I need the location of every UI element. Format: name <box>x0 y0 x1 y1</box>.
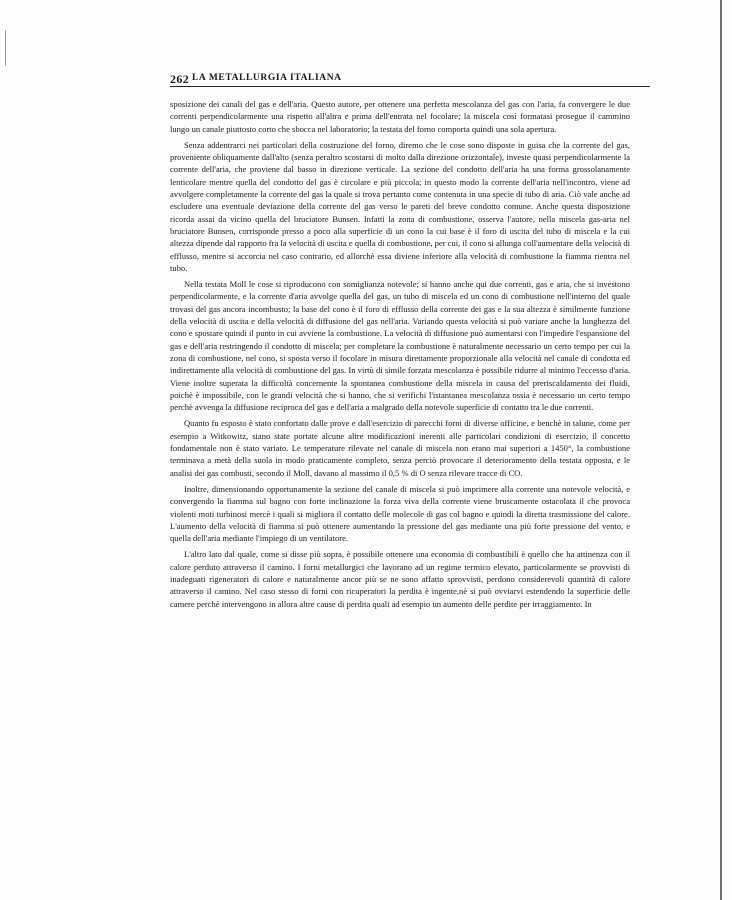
paragraph: L'altro lato dal quale, come si disse più sopra, è possibile ottenere una economia di combustibili è quello che ha attinenza con il calore perduto attraverso il camino. I forni metallurgici che lavorano ad un regime termico elevato, particolarmente se provvisti di inadeguati rigeneratori di calore e naturalmente ancor più se ne sono affatto sprovvisti, perdono considerevoli quantità di calore attraverso il camino. Nel caso stesso di forni con ricuperatori la perdita è ingente,nè si può ovviarvi estendendo la superficie delle camere perchè intervengono in allora altre cause di perdita quali ad esempio un aumento delle perdite per irraggiamento. In <box>170 549 630 609</box>
paragraph: Nella testata Moll le cose si riproducono con somiglianza notevole; si hanno anche qui due correnti, gas e aria, che si investono perpendicolarmente, e la corrente d'aria avvolge quella del gas, un tubo di miscela ed un cono di combustione nell'interno del quale trovasi del gas ancora incombusto; la base del cono è il foro di efflusso della corrente dei gas e la sua altezza è similmente funzione della velocità di uscita e della velocità di diffusione del gas nell'aria. Variando questa velocità si può variare anche la lunghezza del cono e spostare quindi il punto in cui avviene la combustione. La velocità di diffusione può aumentarsi con l'impedire l'espansione del gas e dell'aria restringendo il condotto di miscela; per completare la combustione è naturalmente necessario un certo tempo per cui la zona di combustione, nel cono, si sposta verso il focolare in misura direttamente proporzionale alla velocità nel canale di condotta ed indirettamente alla velocità di combustione del gas. In virtù di simile forzata mescolanza è possibile ridurre al minimo l'eccesso d'aria. Viene inoltre superata la difficoltà concernente la spontanea combustione della miscela in causa del preriscaldamento dei fluidi, poichè è impossibile, con le grandi velocità che si hanno, che si verifichi l'istantanea mescolanza ossia è necessario un certo tempo perchè avvenga la diffusione reciproca del gas e dell'aria a malgrado della notevole superficie di contatto tra le due correnti. <box>170 279 630 413</box>
page-header <box>170 72 650 86</box>
body-text <box>170 98 630 614</box>
running-title: LA METALLURGIA ITALIANA <box>192 73 342 83</box>
scan-mark <box>5 30 6 66</box>
paragraph: sposizione dei canali del gas e dell'aria. Questo autore, per ottenere una perfetta mescolanza del gas con l'aria, fa convergere le due correnti perpendicolarmente una rispetto all'altra e prima dell'entrata nel focolare; la miscela così formatasi prosegue il cammino lungo un canale piuttosto corto che sbocca nel laboratorio; la testata del forno comporta quindi una sola apertura. <box>170 99 630 134</box>
paragraph: Quanto fu esposto è stato confortato dalle prove e dall'esercizio di parecchi forni di diverse officine, e benchè in talune, come per esempio a Witkowitz, siano state portate alcune altre modificazioni inerenti alle particolari condizioni di esercizio, il concetto fondamentale non è stato variato. Le temperature rilevate nel canale di miscela non erano mai superiori a 1450°, la combustione terminava a metà della suola in modo praticamente completo, senza perciò provocare il deterioramento della testata opposta, e le analisi dei gas combusti, secondo il Moll, davano al massimo il 0,5 % di O senza rilevare tracce di CO. <box>170 418 630 478</box>
paragraph: Senza addentrarci nei particolari della costruzione del forno, diremo che le cose sono disposte in guisa che la corrente del gas, proveniente obliquamente dall'alto (senza peraltro scostarsi di molto dalla direzione orizzontale), investe quasi perpendicolarmente la corrente dell'aria, che proviene dal basso in direzione verticale. La sezione del condotto dell'aria ha una forma grossolanamente lenticolare mentre quella del condotto del gas è circolare e più piccola; in questo modo la corrente dell'aria nell'incontro, viene ad avvolgere completamente la corrente del gas la quale si trova pertanto come contenuta in una specie di tubo di aria. Ciò vale anche ad escludere una eventuale deviazione della corrente del gas verso le pareti del breve condotto comune. Anche questa disposizione ricorda assai da vicino quella del bruciatore Bunsen. Infatti la zona di combustione, osserva l'autore, nella miscela gas-aria nel bruciatore Bunsen, corrisponde presso a poco alla superficie di un cono la cui base è il foro di uscita del tubo di miscela e la cui altezza dipende dal rapporto fra la velocità di uscita e quella di combustione, per cui, il cono si allunga coll'aumentare della velocità di efflusso, mentre si accorcia nel caso contrario, ed allorchè essa diviene inferiore alla velocità di combustione la fiamma rientra nel tubo. <box>170 139 630 273</box>
paragraph: Inoltre, dimensionando opportunamente la sezione del canale di miscela si può imprimere alla corrente una notevole velocità, e convergendo la fiamma sul bagno con forte inclinazione la forza viva della corrente viene bruscamente ostacolata il che provoca violenti moti turbinosi mercè i quali si migliora il contatto delle molecole di gas col bagno e quindi la diretta trasmissione del calore. L'aumento della velocità di fiamma si può ottenere aumentando la pressione del gas mediante una più forte pressione del vento, e quella dell'aria mediante l'impiego di un ventilatore. <box>170 483 630 544</box>
scan-edge <box>720 0 722 900</box>
header-rule <box>170 86 650 87</box>
page-number: 262 <box>170 72 190 86</box>
